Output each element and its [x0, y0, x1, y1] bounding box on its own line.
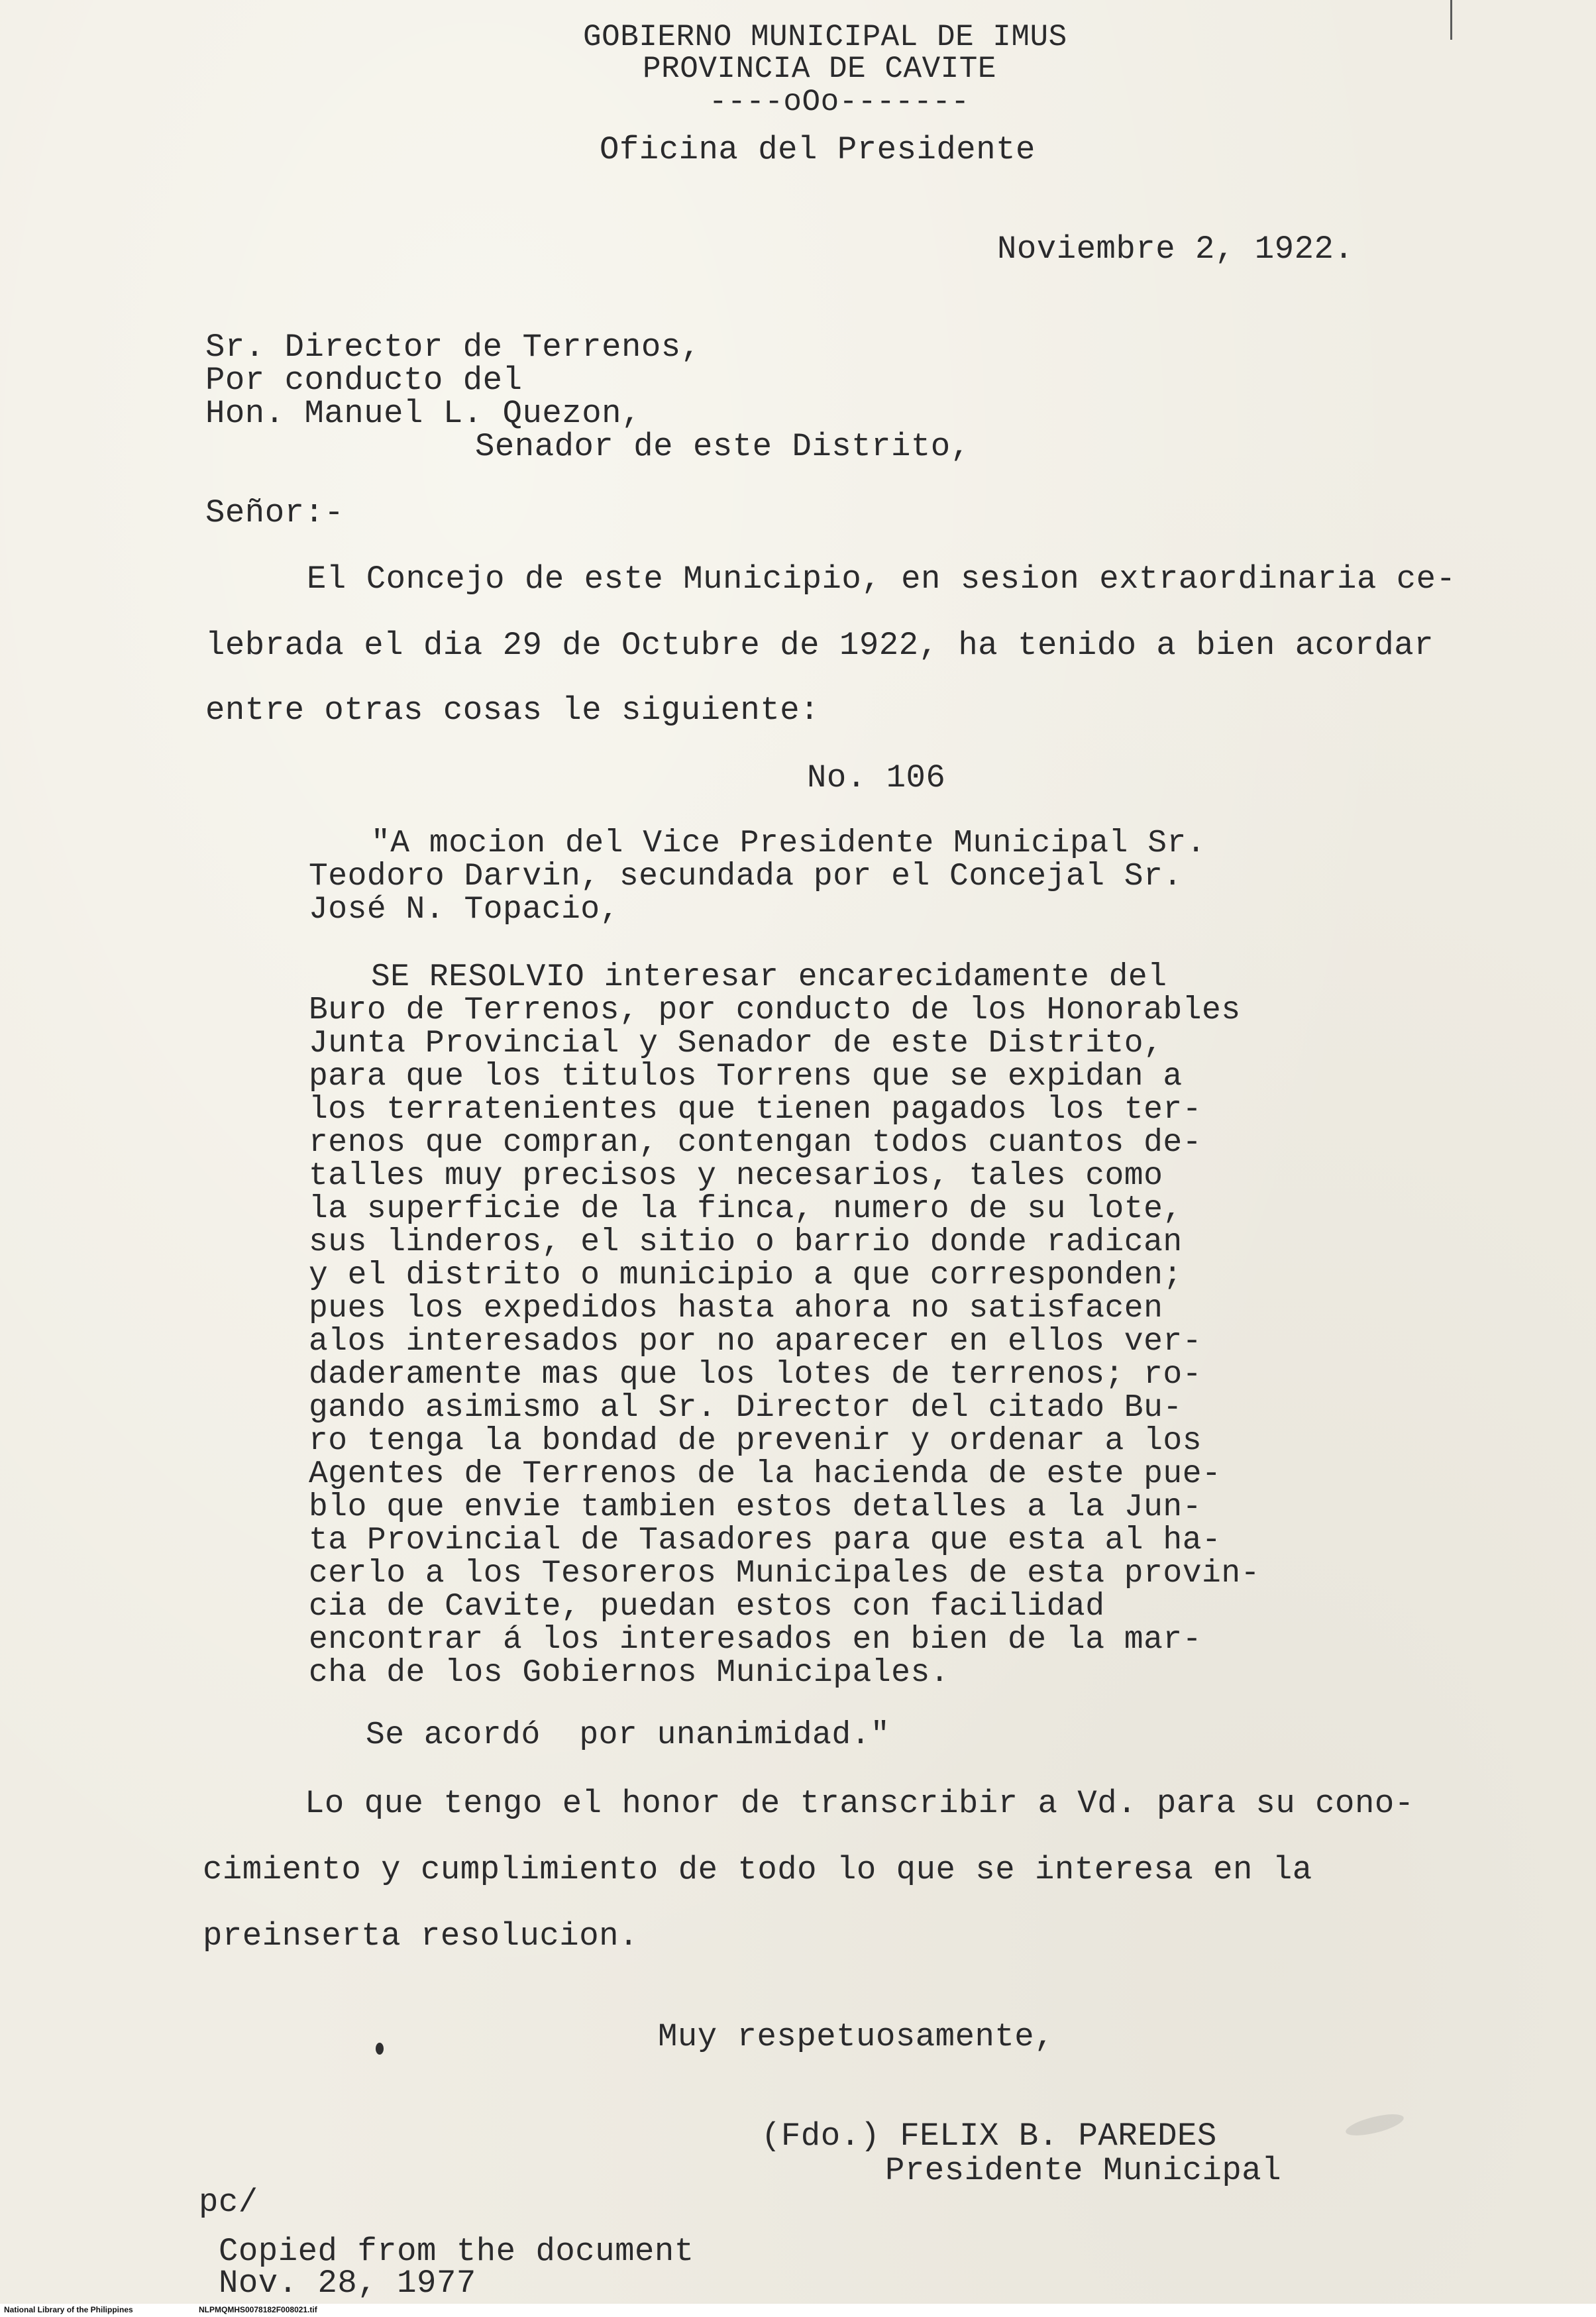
resolution-line: blo que envie tambien estos detalles a la Jun- [309, 1489, 1202, 1525]
resolution-line: ta Provincial de Tasadores para que esta al ha- [309, 1523, 1222, 1558]
resolution-line: daderamente mas que los lotes de terrenos; ro- [309, 1357, 1202, 1393]
agreed-line: Se acordó por unanimidad." [366, 1717, 890, 1753]
resolution-line: gando asimismo al Sr. Director del citado Bu- [309, 1390, 1183, 1426]
signature-name: (Fdo.) FELIX B. PAREDES [761, 2118, 1217, 2155]
library-credit: National Library of the Philippines [4, 2305, 133, 2314]
resolution-line: encontrar á los interesados en bien de la mar- [309, 1622, 1202, 1658]
resolution-line: cha de los Gobiernos Municipales. [309, 1655, 950, 1691]
intro-line: lebrada el dia 29 de Octubre de 1922, ha tenido a bien acordar [205, 627, 1434, 664]
salutation: Señor:- [205, 494, 345, 531]
letterhead-separator: ----oOo------- [709, 85, 970, 119]
resolution-line: la superficie de la finca, numero de su lote, [309, 1191, 1183, 1227]
motion-line: José N. Topacio, [309, 892, 619, 928]
copy-note-line: Copied from the document [219, 2233, 694, 2270]
addressee-line: Por conducto del [205, 362, 523, 399]
resolution-line: Agentes de Terrenos de la hacienda de este pue- [309, 1456, 1222, 1492]
motion-line: Teodoro Darvin, secundada por el Concejal Sr. [309, 859, 1183, 894]
copy-note-line: Nov. 28, 1977 [219, 2265, 476, 2302]
letterhead-line1: GOBIERNO MUNICIPAL DE IMUS [583, 20, 1067, 54]
resolution-line: alos interesados por no aparecer en ellos ver- [309, 1324, 1202, 1360]
resolution-number: No. 106 [807, 759, 946, 796]
page-edge-mark [1450, 0, 1452, 40]
closing-line: preinserta resolucion. [203, 1917, 639, 1955]
resolution-line: renos que compran, contengan todos cuantos de- [309, 1125, 1202, 1161]
ink-smudge [1344, 2110, 1405, 2139]
letterhead-line2: PROVINCIA DE CAVITE [643, 52, 996, 86]
resolution-line: los terratenientes que tienen pagados los ter- [309, 1092, 1202, 1128]
office-title: Oficina del Presidente [600, 131, 1036, 168]
file-code: NLPMQMHS0078182F008021.tif [199, 2305, 317, 2314]
typist-initials: pc/ [199, 2184, 258, 2221]
addressee-line: Hon. Manuel L. Quezon, [205, 395, 641, 432]
resolution-line: ro tenga la bondad de prevenir y ordenar a los [309, 1423, 1202, 1459]
closing-line: cimiento y cumplimiento de todo lo que se interesa en la [203, 1851, 1312, 1888]
closing-line: Lo que tengo el honor de transcribir a Vd. para su cono- [305, 1785, 1414, 1822]
resolution-line: talles muy precisos y necesarios, tales como [309, 1158, 1163, 1194]
resolution-line: cerlo a los Tesoreros Municipales de esta provin- [309, 1556, 1260, 1591]
resolution-line: Buro de Terrenos, por conducto de los Honorables [309, 993, 1241, 1028]
addressee-line: Senador de este Distrito, [475, 428, 971, 465]
resolution-line: SE RESOLVIO interesar encarecidamente del [371, 959, 1167, 995]
resolution-line: y el distrito o municipio a que corresponden; [309, 1258, 1183, 1293]
valediction: Muy respetuosamente, [658, 2018, 1055, 2055]
resolution-line: para que los titulos Torrens que se expidan a [309, 1059, 1183, 1095]
intro-line: El Concejo de este Municipio, en sesion extraordinaria ce- [307, 561, 1456, 598]
resolution-line: cia de Cavite, puedan estos con facilidad [309, 1589, 1105, 1625]
letter-date: Noviembre 2, 1922. [997, 231, 1354, 268]
ink-dot [376, 2043, 384, 2055]
intro-line: entre otras cosas le siguiente: [205, 692, 820, 729]
resolution-line: pues los expedidos hasta ahora no satisfacen [309, 1291, 1163, 1326]
motion-line: "A mocion del Vice Presidente Municipal Sr. [371, 826, 1206, 861]
addressee-line: Sr. Director de Terrenos, [205, 329, 701, 366]
signature-title: Presidente Municipal [885, 2152, 1282, 2189]
resolution-line: sus linderos, el sitio o barrio donde radican [309, 1224, 1183, 1260]
resolution-line: Junta Provincial y Senador de este Distrito, [309, 1026, 1163, 1061]
